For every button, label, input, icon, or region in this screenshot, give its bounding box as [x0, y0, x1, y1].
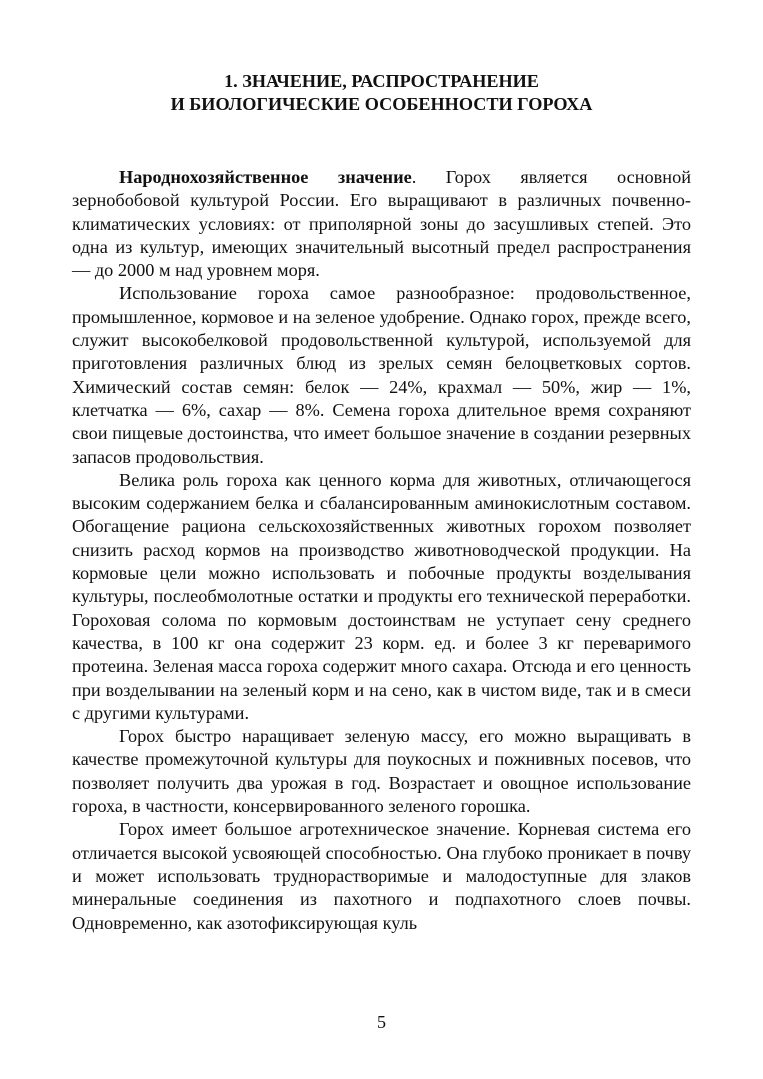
paragraph-5: Горох имеет большое агротехническое значение. Корневая система его отличается высокой усвояющей способностью. Она глубоко проникает в почву и может использовать труднорастворимые и малодоступные для злаков минеральные соединения из пахотного и подпахотного слоев почвы. Одновременно, как азотофиксирующая куль [72, 819, 691, 933]
chapter-title-line-1: 1. ЗНАЧЕНИЕ, РАСПРОСТРАНЕНИЕ [224, 71, 539, 91]
paragraph-lead-term: Народнохозяйственное значение [119, 167, 412, 187]
chapter-title-line-2: И БИОЛОГИЧЕСКИЕ ОСОБЕННОСТИ ГОРОХА [170, 94, 593, 114]
paragraph-2: Использование гороха самое разнообразное: продовольственное, промышленное, кормовое и на зеленое удобрение. Однако горох, прежде всего, служит высокобелковой продовольственной культурой, используемой для приготовления различных блюд из зрелых семян белоцветковых сортов. Химический состав семян: белок — 24%, крахмал — 50%, жир — 1%, клетчатка — 6%, сахар — 8%. Семена гороха длительное время сохраняют свои пищевые достоинства, что имеет большое значение в создании резервных запасов продовольствия. [72, 283, 691, 467]
chapter-title [72, 70, 691, 116]
paragraph-1 [72, 166, 691, 282]
document-page [72, 70, 691, 935]
page-number: 5 [377, 1012, 386, 1032]
paragraph-4: Горох быстро наращивает зеленую массу, его можно выращивать в качестве промежуточной культуры для поукосных и пожнивных посевов, что позволяет получить два урожая в год. Возрастает и овощное использование гороха, в частности, консервированного зеленого горошка. [72, 726, 691, 817]
body-text [72, 166, 691, 935]
paragraph-3: Велика роль гороха как ценного корма для животных, отличающегося высоким содержанием белка и сбалансированным аминокислотным составом. Обогащение рациона сельскохозяйственных животных горохом позволяет снизить расход кормов на производство животноводческой продукции. На кормовые цели можно использовать и побочные продукты возделывания культуры, послеобмолотные остатки и продукты его технической переработки. Гороховая солома по кормовым достоинствам не уступает сену среднего качества, в 100 кг она содержит 23 корм. ед. и более 3 кг переваримого протеина. Зеленая масса гороха содержит много сахара. Отсюда и его ценность при возделывании на зеленый корм и на сено, как в чистом виде, так и в смеси с другими культурами. [72, 469, 691, 723]
paragraph-1-text: . Горох является основной зернобобовой культурой России. Его выращивают в различных почвенно-климатических условиях: от приполярной зоны до засушливых степей. Это одна из культур, имеющих значительный высотный предел распространения — до 2000 м над уровнем моря. [72, 167, 691, 281]
